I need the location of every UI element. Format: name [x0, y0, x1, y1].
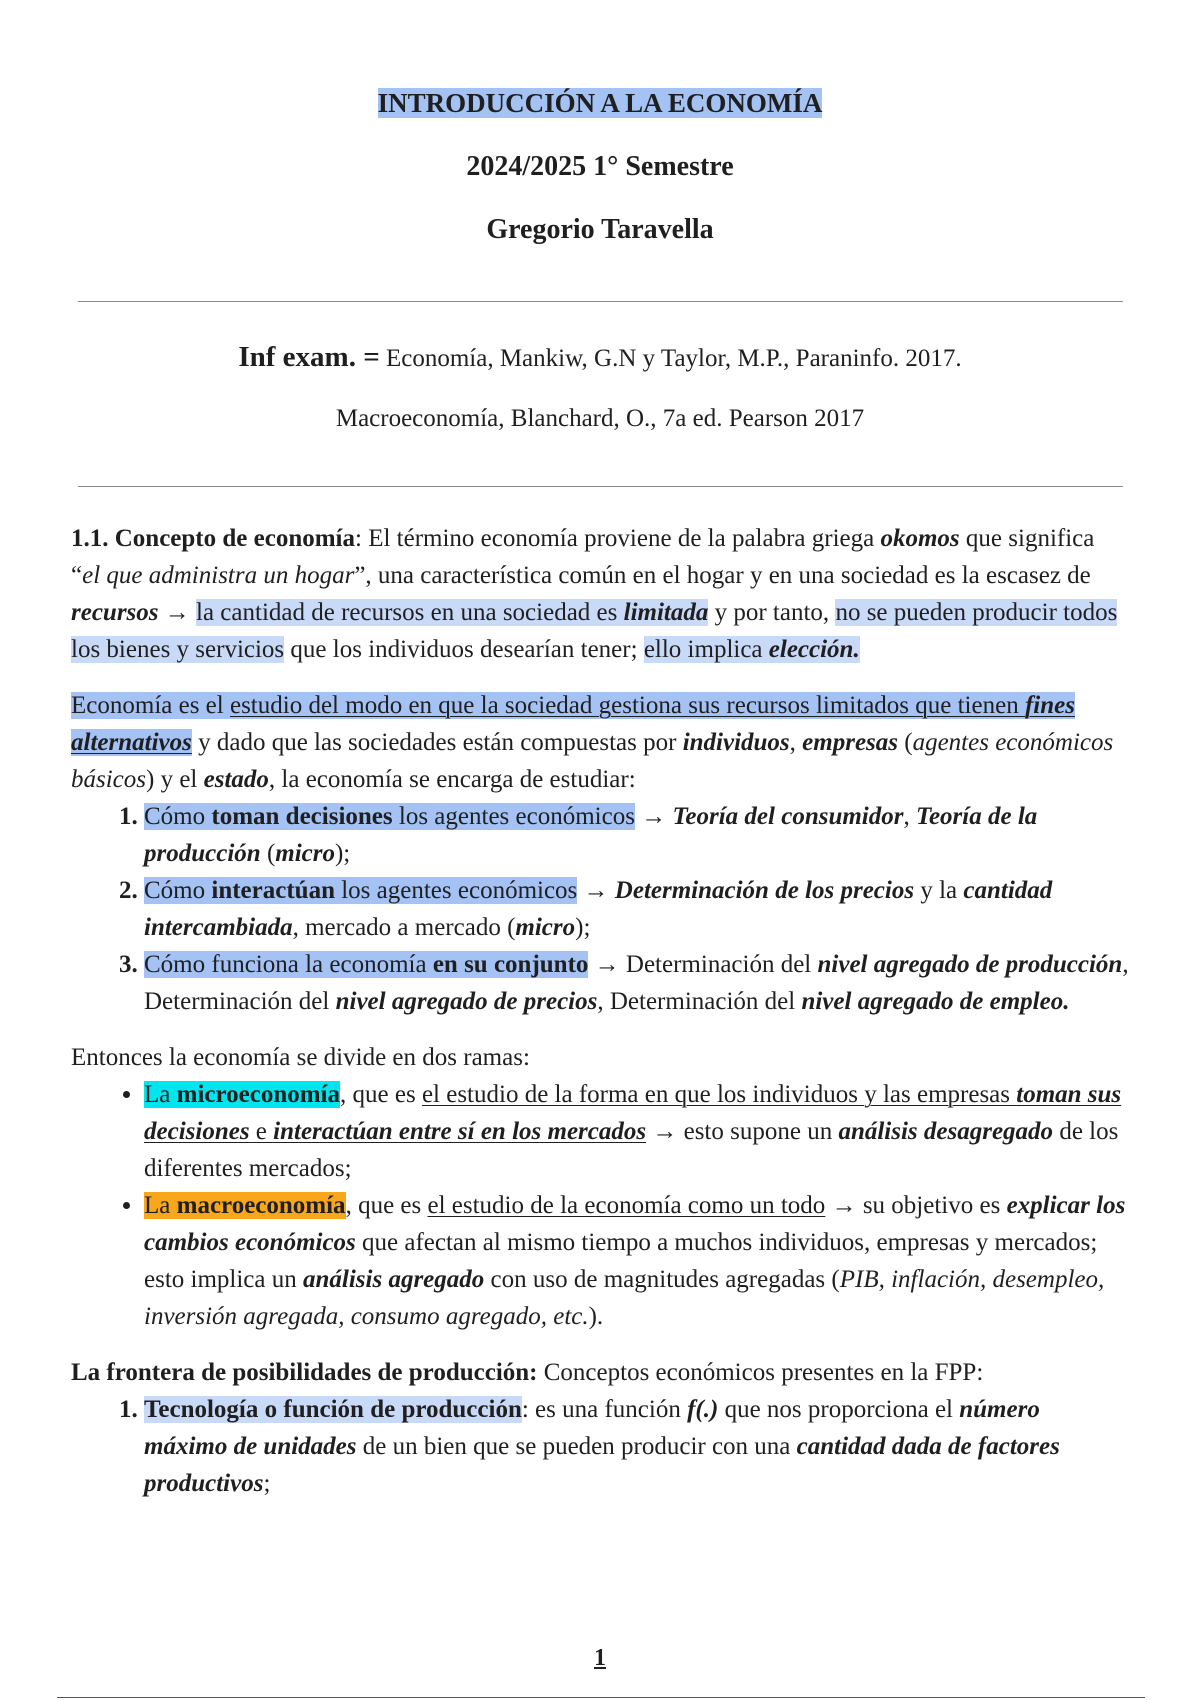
- term: análisis desagregado: [838, 1118, 1054, 1145]
- term: cantidad dada de factores productivos: [144, 1433, 1060, 1497]
- term: cantidad intercambiada: [144, 877, 1053, 941]
- list-item-micro: [144, 1076, 1129, 1187]
- text: estudio del modo en que la sociedad gestiona sus recursos limitados que tienen: [229, 692, 1025, 719]
- term-empresas: empresas: [802, 729, 898, 756]
- text: ”, una característica común en el hogar y en una sociedad es la escasez de: [354, 562, 1091, 589]
- term-macroeconomia: macroeconomía: [176, 1192, 346, 1219]
- numbered-list-fpp: [71, 1391, 1129, 1502]
- text: de un bien que se pueden producir con una: [356, 1433, 797, 1460]
- text: que significa “: [71, 525, 1095, 589]
- text: );: [334, 840, 351, 867]
- text: los agentes económicos: [334, 877, 578, 904]
- term: Teoría del consumidor: [672, 803, 904, 830]
- list-item: [144, 872, 1129, 946]
- text: e: [249, 1118, 274, 1145]
- text: y la: [914, 877, 964, 904]
- text: , Determinación del: [597, 988, 802, 1015]
- text: y por tanto,: [708, 599, 836, 626]
- text: La: [144, 1192, 177, 1219]
- term: Determinación de los precios: [614, 877, 915, 904]
- highlight-limitada: [196, 599, 708, 626]
- arrow: →: [588, 951, 626, 978]
- term: micro: [275, 840, 335, 867]
- paragraph-definicion: [71, 687, 1129, 798]
- term: nivel agregado de precios: [335, 988, 598, 1015]
- text: ).: [588, 1303, 604, 1330]
- paragraph-concepto: [71, 520, 1129, 668]
- list-item: [144, 798, 1129, 872]
- term: nivel agregado de producción: [817, 951, 1123, 978]
- text: de los diferentes mercados;: [144, 1118, 1119, 1182]
- footer-rule: [57, 1697, 1145, 1698]
- text: : es una función: [521, 1396, 688, 1423]
- list-item: [144, 1391, 1129, 1502]
- term-eleccion: elección.: [768, 636, 860, 663]
- term: toman sus decisiones: [144, 1081, 1122, 1145]
- list-item-macro: [144, 1187, 1129, 1335]
- text: la cantidad de recursos en una sociedad es: [196, 599, 624, 626]
- text: (: [898, 729, 913, 756]
- text: , Determinación del: [144, 951, 1129, 1015]
- highlight-eleccion: [644, 636, 860, 663]
- highlight: [144, 803, 635, 830]
- term-recursos: recursos: [71, 599, 159, 626]
- underlined-text: el estudio de la economía como un todo: [427, 1192, 826, 1219]
- highlight-cyan: [144, 1081, 340, 1108]
- reference-line-2: Macroeconomía, Blanchard, O., 7a ed. Pearson 2017: [335, 405, 865, 432]
- arrow: →: [577, 877, 615, 904]
- term-limitada: limitada: [623, 599, 709, 626]
- text: el estudio de la forma en que los individuos y las empresas: [421, 1081, 1017, 1108]
- text: Cómo funciona la economía: [144, 951, 433, 978]
- term: explicar los cambios económicos: [144, 1192, 1126, 1256]
- arrow: →: [634, 803, 673, 830]
- term: interactúan entre sí en los mercados: [273, 1118, 647, 1145]
- text: que nos proporciona el: [718, 1396, 960, 1423]
- text: Conceptos económicos presentes en la FPP:: [537, 1359, 984, 1386]
- text: , que es: [340, 1081, 422, 1108]
- paragraph-fpp: [71, 1354, 1129, 1391]
- highlight: [144, 951, 588, 978]
- bold-term: toman decisiones: [211, 803, 393, 830]
- text: y dado que las sociedades están compuestas por: [191, 729, 683, 756]
- divider-bottom: [78, 486, 1123, 487]
- paragraph-ramas: Entonces la economía se divide en dos ramas:: [71, 1044, 530, 1071]
- text: Cómo: [144, 877, 212, 904]
- text: ;: [263, 1470, 271, 1497]
- term: Teoría de la producción: [144, 803, 1038, 867]
- fpp-heading: La frontera de posibilidades de producción:: [71, 1359, 538, 1386]
- text: : El término economía proviene de la palabra griega: [355, 525, 881, 552]
- term: f(.): [687, 1396, 719, 1423]
- section-heading: 1.1. Concepto de economía: [71, 525, 355, 552]
- divider-top: [78, 301, 1123, 302]
- italic-magnitudes: PIB, inflación, desempleo, inversión agregada, consumo agregado, etc.: [144, 1266, 1105, 1330]
- term-fines-alternativos: fines alternativos: [71, 692, 1075, 756]
- text: , la economía se encarga de estudiar:: [268, 766, 636, 793]
- text: ,: [789, 729, 803, 756]
- text: que los individuos desearían tener;: [284, 636, 644, 663]
- italic-agentes: agentes económicos básicos: [71, 729, 1114, 793]
- term-tecnologia: Tecnología o función de producción: [144, 1396, 522, 1423]
- highlight-orange: [144, 1192, 346, 1219]
- page-number: 1: [594, 1645, 606, 1671]
- text: ,: [903, 803, 916, 830]
- text: ello implica: [643, 636, 769, 663]
- text: , mercado a mercado (: [292, 914, 516, 941]
- term: micro: [515, 914, 576, 941]
- text: con uso de magnitudes agregadas (: [484, 1266, 840, 1293]
- text: Determinación del: [625, 951, 818, 978]
- text: que afectan al mismo tiempo a muchos individuos, empresas y mercados; esto implica un: [144, 1229, 1098, 1293]
- list-item: [144, 946, 1129, 1020]
- title-text: INTRODUCCIÓN A LA ECONOMÍA: [377, 88, 823, 118]
- term-microeconomia: microeconomía: [176, 1081, 341, 1108]
- document-body: [71, 520, 1129, 1521]
- text: , que es: [345, 1192, 428, 1219]
- bullet-list-ramas: [71, 1076, 1129, 1335]
- term-okomos: okomos: [880, 525, 960, 552]
- text: ) y el: [146, 766, 204, 793]
- semester-line: 2024/2025 1° Semestre: [466, 151, 734, 182]
- text: → esto supone un: [646, 1118, 839, 1145]
- quote-italic: el que administra un hogar: [82, 562, 355, 589]
- text: (: [260, 840, 276, 867]
- highlight: [144, 877, 577, 904]
- term: nivel agregado de empleo.: [801, 988, 1070, 1015]
- text: Economía es el: [71, 692, 230, 719]
- term-estado: estado: [203, 766, 269, 793]
- author-line: Gregorio Taravella: [486, 214, 714, 245]
- term: número máximo de unidades: [144, 1396, 1040, 1460]
- term: análisis agregado: [303, 1266, 485, 1293]
- document-title: [0, 84, 1200, 122]
- reference-1-text: Economía, Mankiw, G.N y Taylor, M.P., Paraninfo. 2017.: [379, 345, 962, 372]
- highlight-bienes: no se pueden producir todos los bienes y servicios: [71, 599, 1118, 663]
- text: → su objetivo es: [825, 1192, 1007, 1219]
- text: );: [575, 914, 591, 941]
- text: Cómo: [144, 803, 212, 830]
- arrow: →: [158, 599, 197, 626]
- text: La: [144, 1081, 177, 1108]
- numbered-list-estudia: [71, 798, 1129, 1020]
- text: los agentes económicos: [392, 803, 635, 830]
- reference-lead: Inf exam. =: [238, 341, 380, 373]
- bold-term: interactúan: [211, 877, 335, 904]
- term-individuos: individuos: [682, 729, 790, 756]
- reference-line-1: [0, 339, 1200, 377]
- bold-term: en su conjunto: [432, 951, 589, 978]
